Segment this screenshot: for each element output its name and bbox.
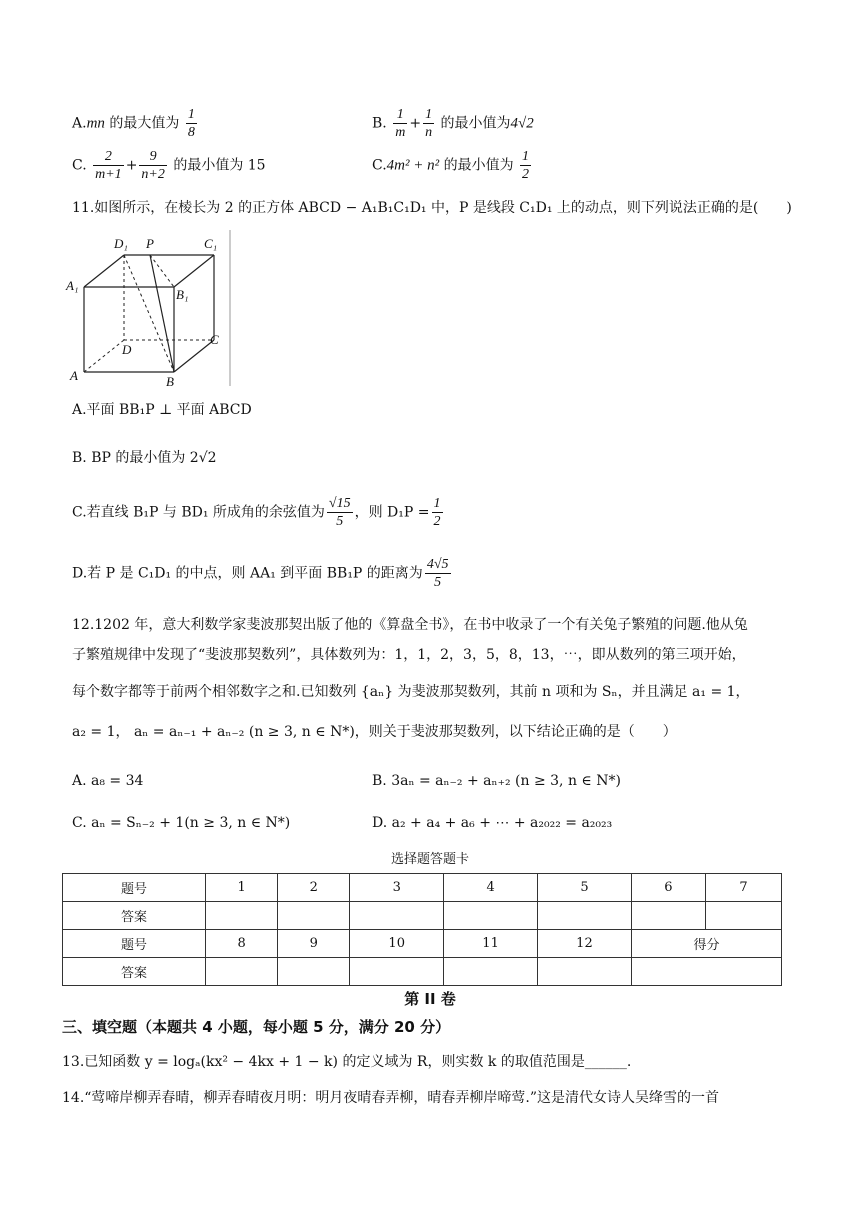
label-p: P: [146, 236, 154, 251]
answer-input-cell[interactable]: [444, 902, 538, 930]
table-cell: 答案: [63, 958, 206, 986]
table-row: [63, 930, 782, 958]
table-cell: 7: [705, 874, 781, 902]
answer-input-cell[interactable]: [631, 902, 705, 930]
q12-line-1: 12.1202 年，意大利数学家斐波那契出版了他的《算盘全书》，在书中收录了一个有关兔子繁殖的问题.他从兔: [72, 617, 748, 633]
score-input-cell[interactable]: [631, 958, 781, 986]
table-row: [63, 874, 782, 902]
table-cell: 题号: [63, 930, 206, 958]
q14: 14.“莺啼岸柳弄春晴，柳弄春晴夜月明：明月夜晴春弄柳，晴春弄柳岸啼莺.”这是清代女诗人吴绛雪的一首: [62, 1090, 720, 1106]
q11-option-c: C.若直线 B₁P 与 BD₁ 所成角的余弦值为 $\frac{√15}{5}$ ，则 D₁P = $\frac{1}{2}$: [72, 496, 441, 529]
q12-line-3: 每个数字都等于前两个相邻数字之和.已知数列 {aₙ} 为斐波那契数列，其前 n 项和为 Sₙ，并且满足 a₁ = 1，: [72, 684, 750, 700]
label-d1: D₁: [114, 236, 128, 251]
q10-option-a: A.mn 的最大值为 $\frac{1}{8}$: [72, 107, 195, 140]
q11-stem: 11.如图所示，在棱长为 2 的正方体 ABCD − A₁B₁C₁D₁ 中，P 是线段 C₁D₁ 上的动点，则下列说法正确的是( ): [72, 200, 792, 216]
label-a: A: [70, 368, 78, 383]
q12-line-4: a₂ = 1， aₙ = aₙ₋₁ + aₙ₋₂ (n ≥ 3, n ∈ N*)，则关于斐波那契数列，以下结论正确的是（ ）: [72, 724, 677, 740]
q10-a-fraction: $\frac{1}{8}$: [187, 107, 195, 140]
label-a1: A₁: [66, 278, 79, 293]
q11-c-fraction-1: $\frac{√15}{5}$: [328, 496, 351, 529]
table-cell: 5: [538, 874, 632, 902]
answer-input-cell[interactable]: [206, 958, 278, 986]
q13: 13.已知函数 y = logₐ(kx² − 4kx + 1 − k) 的定义域为 R，则实数 k 的取值范围是______.: [62, 1054, 632, 1070]
table-cell: 答案: [63, 902, 206, 930]
section-heading: 三、填空题（本题共 4 小题，每小题 5 分，满分 20 分）: [62, 1018, 451, 1036]
q11-c-fraction-2: $\frac{1}{2}$: [433, 496, 441, 529]
q11-option-d: D.若 P 是 C₁D₁ 的中点，则 AA₁ 到平面 BB₁P 的距离为 $\frac{4√5}{5}$: [72, 557, 449, 590]
answer-input-cell[interactable]: [444, 958, 538, 986]
table-cell: 3: [350, 874, 444, 902]
answer-input-cell[interactable]: [206, 902, 278, 930]
answer-input-cell[interactable]: [538, 958, 632, 986]
table-cell: 11: [444, 930, 538, 958]
answer-input-cell[interactable]: [705, 902, 781, 930]
label-c1: C₁: [204, 236, 218, 251]
q12-option-c: C. aₙ = Sₙ₋₂ + 1(n ≥ 3, n ∈ N*): [72, 815, 291, 831]
table-cell: 题号: [63, 874, 206, 902]
table-row: [63, 902, 782, 930]
table-cell: 2: [278, 874, 350, 902]
q11-option-b: B. BP 的最小值为 2√2: [72, 450, 217, 466]
table-cell: 12: [538, 930, 632, 958]
label-b1: B₁: [176, 287, 189, 302]
q11-option-a: A.平面 BB₁P ⊥ 平面 ABCD: [72, 402, 252, 418]
label-b: B: [166, 374, 174, 389]
table-cell: 1: [206, 874, 278, 902]
table-cell: 8: [206, 930, 278, 958]
table-cell: 4: [444, 874, 538, 902]
table-cell: 6: [631, 874, 705, 902]
q12-option-d: D. a₂ + a₄ + a₆ + ⋯ + a₂₀₂₂ = a₂₀₂₃: [372, 815, 613, 831]
q12-option-b: B. 3aₙ = aₙ₋₂ + aₙ₊₂ (n ≥ 3, n ∈ N*): [372, 773, 621, 789]
q10-c-fraction-2: $\frac{9}{n+2}$: [141, 149, 165, 182]
q10-b-fraction-1: $\frac{1}{m}$: [395, 107, 406, 140]
answer-input-cell[interactable]: [350, 958, 444, 986]
q10-option-c: C. $\frac{2}{m+1}$ + $\frac{9}{n+2}$ 的最小值为 15: [72, 149, 266, 182]
table-cell: 10: [350, 930, 444, 958]
q12-line-2: 子繁殖规律中发现了“斐波那契数列”，具体数列为：1，1，2，3，5，8，13，⋯，即从数列的第三项开始，: [72, 647, 746, 663]
q10-b-fraction-2: $\frac{1}{n}$: [425, 107, 433, 140]
q10-d-fraction: $\frac{1}{2}$: [522, 149, 530, 182]
table-cell: 9: [278, 930, 350, 958]
answer-input-cell[interactable]: [278, 902, 350, 930]
q10-c-fraction-1: $\frac{2}{m+1}$: [95, 149, 122, 182]
label-d: D: [122, 342, 132, 357]
answer-input-cell[interactable]: [538, 902, 632, 930]
table-row: [63, 958, 782, 986]
answer-card-table: [62, 873, 782, 986]
answer-input-cell[interactable]: [350, 902, 444, 930]
q10-option-b: B. $\frac{1}{m}$ + $\frac{1}{n}$ 的最小值为4√2: [372, 107, 534, 140]
answer-input-cell[interactable]: [278, 958, 350, 986]
table-cell: 得分: [631, 930, 781, 958]
volume-title: 第 II 卷: [404, 990, 456, 1008]
cube-diagram: [62, 230, 242, 390]
answer-card-title: 选择题答题卡: [390, 852, 469, 867]
q12-option-a: A. a₈ = 34: [72, 773, 144, 789]
label-c: C: [210, 332, 219, 347]
q10-option-d: C.4m² + n² 的最小值为 $\frac{1}{2}$: [372, 149, 530, 182]
q11-d-fraction: $\frac{4√5}{5}$: [426, 557, 449, 590]
